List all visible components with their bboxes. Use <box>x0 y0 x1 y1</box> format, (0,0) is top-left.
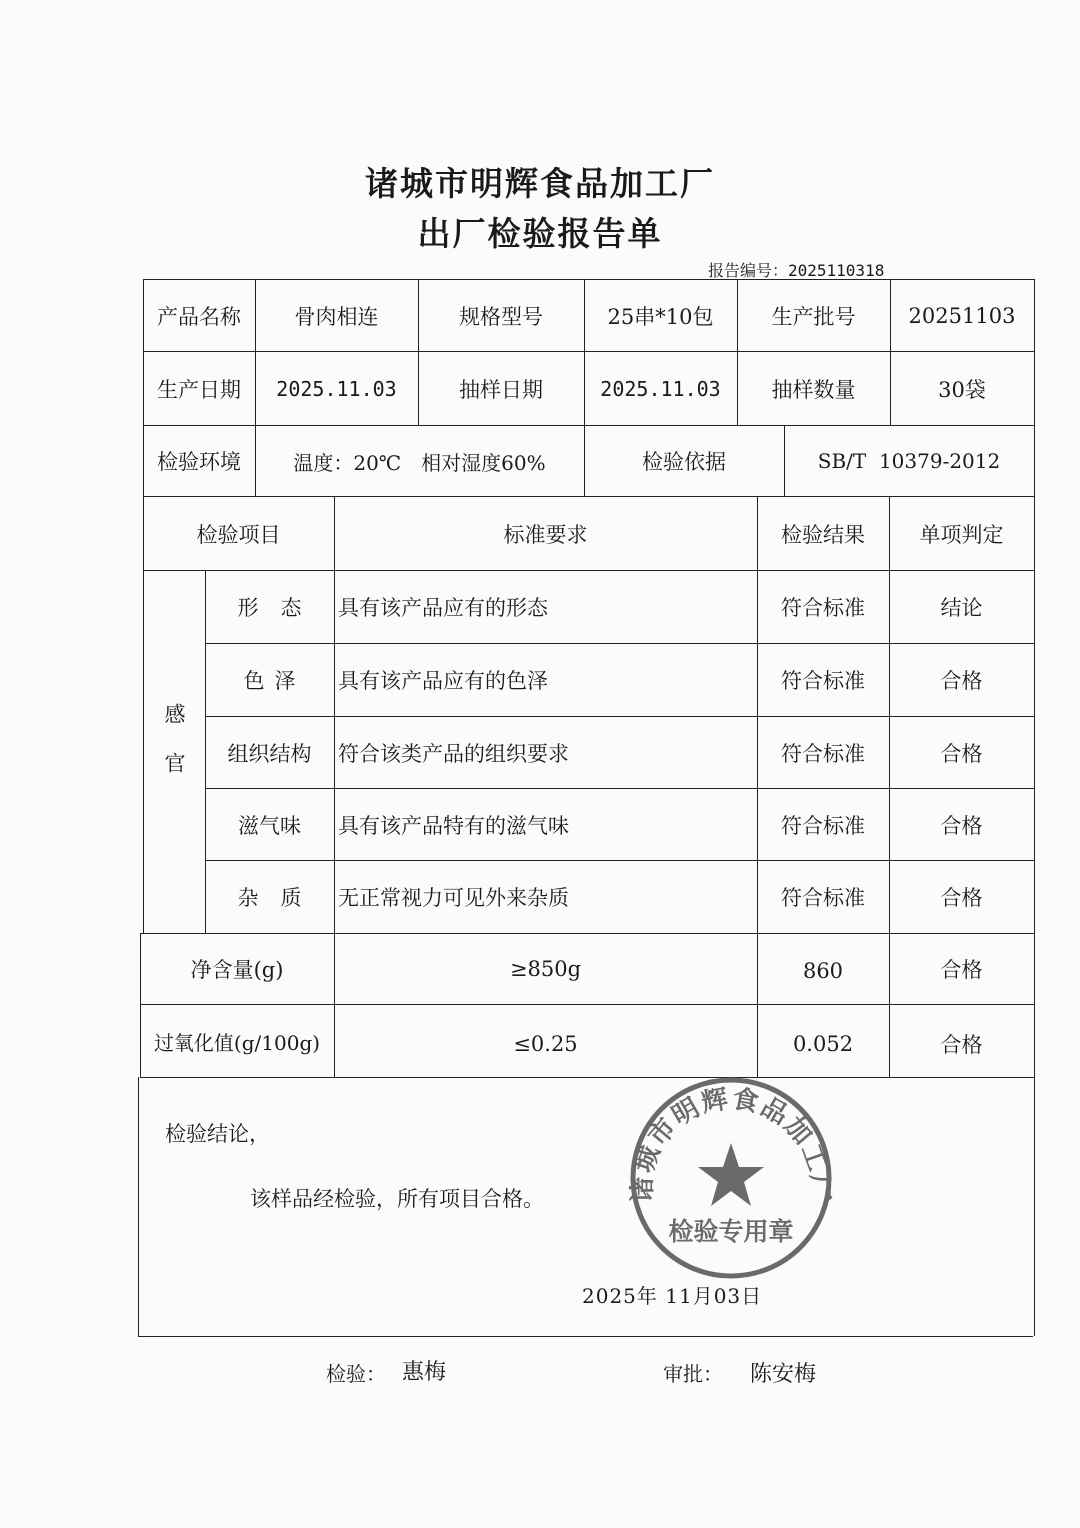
item-shape: 形态 <box>237 596 324 620</box>
judgement-shape: 结论 <box>940 596 983 620</box>
approver-label: 审批： <box>663 1362 723 1386</box>
production-date-label: 生产日期 <box>157 377 241 402</box>
spec-value: 25串*10包 <box>607 304 714 329</box>
inspection-seal <box>628 1075 834 1281</box>
peroxide-standard: ≤0.25 <box>513 1032 578 1056</box>
judgement-color: 合格 <box>940 669 983 693</box>
standard-flavor: 具有该产品特有的滋气味 <box>338 813 569 838</box>
basis-value: SB/T 10379-2012 <box>817 449 1001 473</box>
result-color: 符合标准 <box>781 669 865 693</box>
batch-label: 生产批号 <box>771 304 856 329</box>
net-content-standard: ≥850g <box>509 957 582 981</box>
peroxide-label: 过氧化值(g/100g) <box>153 1030 321 1055</box>
environment-label: 检验环境 <box>157 450 241 474</box>
net-content-label: 净含量(g) <box>190 958 284 982</box>
svg-text:检验专用章: 检验专用章 <box>668 1217 794 1246</box>
net-content-judgement: 合格 <box>940 958 983 982</box>
conclusion-date: 2025年 11月03日 <box>582 1284 763 1308</box>
peroxide-result: 0.052 <box>792 1032 854 1056</box>
inspector-signature: 惠梅 <box>402 1360 447 1385</box>
header-judgement: 单项判定 <box>919 522 1004 547</box>
result-flavor: 符合标准 <box>781 813 865 838</box>
result-texture: 符合标准 <box>781 741 865 766</box>
item-flavor: 滋气味 <box>238 813 301 838</box>
standard-impurity: 无正常视力可见外来杂质 <box>338 886 569 910</box>
judgement-flavor: 合格 <box>940 813 983 838</box>
document-title: 出厂检验报告单 <box>417 214 663 253</box>
result-shape: 符合标准 <box>781 596 865 620</box>
svg-text:诸城市明辉食品加工厂: 诸城市明辉食品加工厂 <box>627 1084 835 1203</box>
header-item: 检验项目 <box>196 522 281 547</box>
sampling-date-label: 抽样日期 <box>459 377 543 402</box>
result-impurity: 符合标准 <box>781 886 865 910</box>
item-color: 色泽 <box>243 669 306 693</box>
conclusion-label: 检验结论， <box>165 1122 270 1146</box>
item-impurity: 杂质 <box>237 886 324 910</box>
sample-quantity-value: 30袋 <box>938 377 986 402</box>
inspector-label: 检验： <box>326 1362 386 1386</box>
approver-signature: 陈安梅 <box>750 1362 817 1387</box>
conclusion-text: 该样品经检验，所有项目合格。 <box>250 1187 544 1211</box>
standard-shape: 具有该产品应有的形态 <box>338 596 548 620</box>
spec-label: 规格型号 <box>459 304 543 329</box>
item-texture: 组织结构 <box>227 741 312 766</box>
environment-value: 温度：20℃ 相对湿度60% <box>293 450 546 475</box>
report-number: 报告编号：2025110318 <box>708 261 885 280</box>
production-date-value: 2025.11.03 <box>276 376 397 401</box>
judgement-texture: 合格 <box>940 741 983 766</box>
header-result: 检验结果 <box>781 522 865 547</box>
sampling-date-value: 2025.11.03 <box>600 376 721 401</box>
header-standard: 标准要求 <box>503 522 588 547</box>
sensory-group-label: 感官 <box>162 703 186 801</box>
company-title: 诸城市明辉食品加工厂 <box>365 164 715 203</box>
judgement-impurity: 合格 <box>940 886 983 910</box>
standard-texture: 符合该类产品的组织要求 <box>338 741 569 766</box>
product-name-label: 产品名称 <box>157 304 241 329</box>
peroxide-judgement: 合格 <box>940 1033 983 1057</box>
net-content-result: 860 <box>802 959 844 983</box>
standard-color: 具有该产品应有的色泽 <box>338 669 548 693</box>
basis-label: 检验依据 <box>642 450 726 474</box>
batch-value: 20251103 <box>908 303 1016 328</box>
sample-quantity-label: 抽样数量 <box>771 377 856 402</box>
product-name-value: 骨肉相连 <box>294 304 379 329</box>
